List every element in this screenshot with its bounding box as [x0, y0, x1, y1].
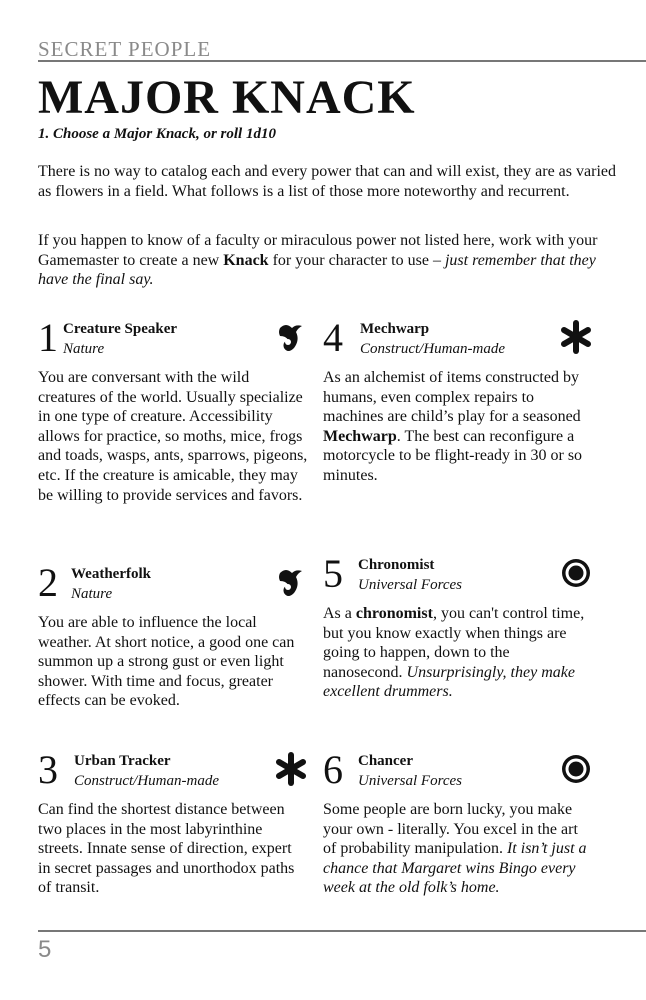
text: Can find the shortest distance between two places in the most labyrinthine streets. Innate sense of direction, expert in secret passages and unorthodox paths of transit. [38, 801, 295, 897]
intro-paragraph-1: There is no way to catalog each and every power that can and will exist, they are as varied as flowers in a field. What follows is a list of those more noteworthy and recurrent. [38, 163, 616, 200]
text-bold: Knack [223, 251, 269, 269]
page-subtitle: 1. Choose a Major Knack, or roll 1d10 [38, 126, 276, 142]
knack-description [323, 604, 593, 702]
knack-number: 3 [38, 747, 58, 792]
knack-description [38, 613, 308, 711]
footer-divider [38, 930, 646, 932]
asterisk-icon [274, 752, 308, 786]
text: . The best can reconfigure a motorcycle to be flight-ready in 30 or so minutes. [323, 427, 583, 484]
text-bold: chronomist [355, 605, 433, 622]
knack-description [323, 368, 593, 486]
text-italic: just remember that they have the final say. [38, 251, 596, 289]
knack-name: Chronomist [358, 557, 435, 573]
vine-leaf-icon [274, 565, 308, 599]
target-circle-icon [559, 556, 593, 590]
page-number: 5 [38, 936, 52, 963]
knack-description [323, 800, 593, 898]
target-circle-icon [559, 752, 593, 786]
vine-leaf-icon [274, 320, 308, 354]
knack-description [38, 368, 308, 505]
knack-name: Creature Speaker [63, 321, 178, 337]
text: You are conversant with the wild creatures of the world. Usually specialize in one type of creature. Accessibility allows for practice, so moths, mice, frogs and toads, wasps, ants, sparrows, pigeons, etc. If the creature is amicable, they may be willing to provide services and favors. [38, 369, 308, 504]
text-italic: It isn’t just a chance that Margaret wins Bingo every week at the old folk’s home. [323, 840, 587, 897]
text-italic: Unsurprisingly, they make excellent drummers. [323, 663, 575, 701]
knack-category: Construct/Human-made [74, 773, 219, 789]
knack-name: Chancer [358, 753, 413, 769]
running-header: SECRET PEOPLE [38, 37, 212, 61]
page-title: MAJOR KNACK [38, 71, 416, 124]
knack-category: Universal Forces [358, 577, 463, 593]
knack-category: Nature [63, 341, 105, 357]
knack-number: 5 [323, 551, 343, 596]
knack-name: Mechwarp [360, 321, 430, 337]
knack-name: Weatherfolk [71, 566, 151, 582]
header-divider [38, 60, 646, 62]
text: If you happen to know of a faculty or miraculous power not listed here, work with your Gamemaster to create a new [38, 232, 598, 269]
knack-number: 4 [323, 315, 343, 360]
text: As an alchemist of items constructed by humans, even complex repairs to machines are child’s play for a seasoned [323, 369, 581, 426]
knack-category: Construct/Human-made [360, 341, 505, 357]
knack-number: 6 [323, 747, 343, 792]
text: As a [323, 605, 356, 622]
text: Some people are born lucky, you make your own - literally. You excel in the art of probability manipulation. [323, 801, 578, 858]
asterisk-icon [559, 320, 593, 354]
knack-category: Universal Forces [358, 773, 463, 789]
text-bold: Mechwarp [323, 427, 397, 445]
knack-description [38, 800, 308, 898]
knack-number: 2 [38, 560, 58, 605]
knack-category: Nature [71, 586, 113, 602]
text: , you can't control time, but you know exactly when things are going to happen, down to the nanosecond. [323, 605, 585, 681]
intro-paragraph-2 [38, 231, 618, 290]
text: for your character to use – [268, 251, 445, 269]
knack-number: 1 [38, 315, 58, 360]
text: You are able to influence the local weather. At short notice, a good one can summon up a strong gust or even light shower. With time and focus, greater effects can be evoked. [38, 614, 295, 710]
knack-name: Urban Tracker [74, 753, 171, 769]
